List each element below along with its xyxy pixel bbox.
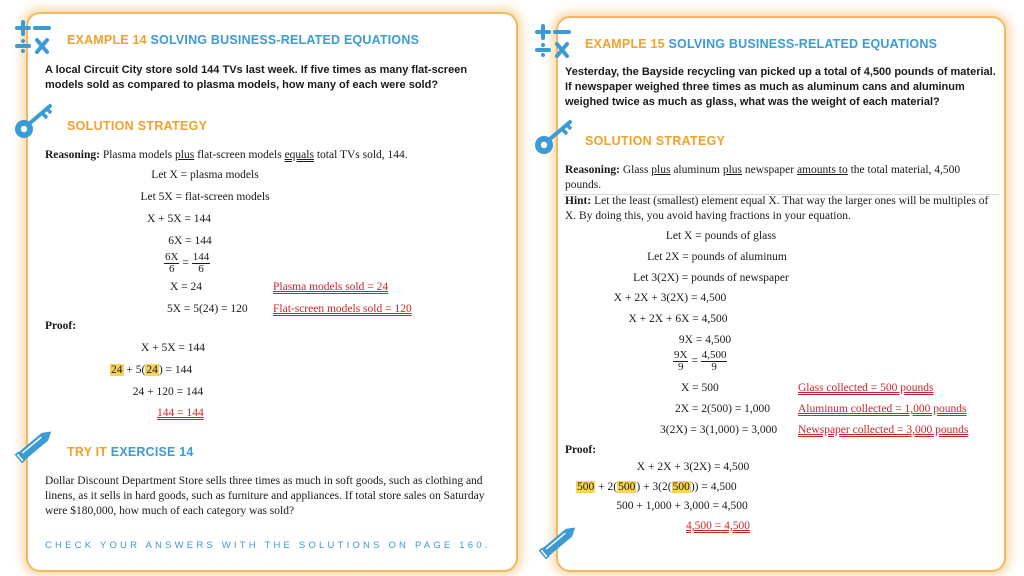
solution-5x: 5X = 5(24) = 120 (167, 303, 248, 315)
exercise-14-label: EXERCISE 14 (110, 445, 194, 459)
fraction-denominator: 9 (711, 361, 717, 373)
reasoning-part: Glass (622, 164, 649, 176)
highlighted-value: 24 (146, 364, 158, 376)
answer-plasma: Plasma models sold = 24 (273, 281, 389, 293)
let-statement: Let 5X = flat-screen models (140, 191, 270, 203)
example-15-problem: Yesterday, the Bayside recycling van picked up a total of 4,500 pounds of material. If newspaper weighed three times as much as aluminum cans and aluminum weighed twice as much as glass, what was the weight of each material? (565, 66, 996, 108)
fraction-numerator: 4,500 (701, 349, 727, 361)
let-statement: Let 2X = pounds of aluminum (647, 251, 787, 263)
answer-flat-screen: Flat-screen models sold = 120 (273, 303, 412, 315)
reasoning-part: flat-screen models (197, 149, 282, 161)
fraction-denominator: 6 (168, 263, 175, 275)
equation-line: X + 2X + 6X = 4,500 (628, 313, 728, 325)
pencil-icon (12, 422, 58, 468)
math-operations-icon (12, 18, 54, 58)
example-15-number: EXAMPLE 15 (585, 37, 665, 51)
solution-strategy-heading: SOLUTION STRATEGY (67, 119, 208, 133)
reasoning-plus: plus (722, 164, 742, 176)
division-step: $\frac{6X}{6}$ = $\frac{144}{6}$ (165, 251, 210, 275)
let-statement: Let X = plasma models (151, 169, 259, 181)
pencil-icon (536, 518, 582, 564)
fraction (192, 252, 211, 275)
fraction-denominator: 6 (198, 263, 204, 275)
hint-label: Hint: (565, 195, 592, 207)
hint-paragraph (565, 194, 997, 224)
fraction (673, 350, 688, 373)
fraction (701, 350, 728, 373)
check-answers-note: CHECK YOUR ANSWERS WITH THE SOLUTIONS ON PAGE 160. (45, 540, 491, 551)
reasoning-line (45, 148, 408, 162)
equation-line: 6X = 144 (168, 235, 212, 247)
reasoning-part: the total material, 4,500 pounds. (565, 164, 961, 191)
fraction (164, 252, 179, 275)
fraction-numerator: 6X (165, 251, 179, 263)
key-icon (12, 102, 56, 142)
solution-2x: 2X = 2(500) = 1,000 (675, 403, 771, 415)
highlighted-value: 24 (111, 364, 123, 376)
proof-line: X + 2X + 3(2X) = 4,500 (636, 461, 750, 473)
solution-x: X = 500 (681, 382, 719, 394)
let-statement: Let X = pounds of glass (665, 230, 777, 242)
highlighted-value: 500 (577, 481, 595, 493)
reasoning-paragraph (565, 163, 997, 193)
try-it-title (67, 445, 194, 459)
proof-line (110, 363, 192, 377)
let-statement: Let 3(2X) = pounds of newspaper (633, 272, 789, 284)
proof-result: 144 = 144 (157, 407, 204, 419)
solution-strategy-heading: SOLUTION STRATEGY (585, 134, 726, 148)
fraction-denominator: 9 (677, 361, 684, 373)
division-step: $\frac{9X}{9}$ = $\frac{4,500}{9}$ (674, 349, 727, 373)
proof-label: Proof: (565, 444, 597, 456)
proof-text: )) = 4,500 (690, 481, 737, 493)
reasoning-part: total TVs sold, 144. (316, 149, 408, 161)
key-icon (532, 118, 576, 158)
reasoning-plus: plus (175, 149, 195, 161)
proof-line: 24 + 120 = 144 (132, 386, 204, 398)
proof-text: + 5( (123, 364, 146, 376)
example-14-number: EXAMPLE 14 (67, 33, 147, 47)
equation-line: 9X = 4,500 (678, 334, 732, 346)
reasoning-part: Plasma models (102, 149, 173, 161)
reasoning-part: newspaper (744, 164, 795, 176)
example-14-title (67, 33, 419, 47)
reasoning-plus: plus (651, 164, 671, 176)
proof-line: X + 5X = 144 (140, 342, 206, 354)
proof-text: + 2( (595, 481, 618, 493)
hint-text: Let the least (smallest) element equal X. That way the larger ones will be multiples of X. By doing this, you avoid having fractions in your equation. (565, 195, 989, 222)
proof-line (576, 480, 737, 494)
try-it-label: TRY IT (67, 445, 108, 459)
highlighted-value: 500 (618, 481, 636, 493)
equation-line: X + 2X + 3(2X) = 4,500 (613, 292, 727, 304)
reasoning-label: Reasoning: (45, 149, 100, 161)
answer-aluminum: Aluminum collected = 1,000 pounds (798, 403, 967, 415)
answer-newspaper: Newspaper collected = 3,000 pounds (798, 424, 969, 436)
proof-label: Proof: (45, 320, 77, 332)
example-14-problem: A local Circuit City store sold 144 TVs last week. If five times as many flat-screen models sold as compared to plasma models, how many of each were sold? (45, 64, 468, 91)
answer-glass: Glass collected = 500 pounds (798, 382, 934, 394)
equation-line: X + 5X = 144 (146, 213, 212, 225)
proof-text: ) = 144 (158, 364, 193, 376)
fraction-numerator: 9X (674, 349, 688, 361)
exercise-14-text: Dollar Discount Department Store sells three times as much in soft goods, such as clothing and linens, as it sells in hard goods, such as furniture and appliances. If total store sales on Saturday were $180,000, how much of each category was sold? (45, 475, 485, 517)
reasoning-equals: equals (284, 149, 314, 161)
solution-x: X = 24 (170, 281, 203, 293)
solution-3-2x: 3(2X) = 3(1,000) = 3,000 (660, 424, 778, 436)
reasoning-part: aluminum (673, 164, 720, 176)
example-15-title (585, 37, 937, 51)
example-14-topic: SOLVING BUSINESS-RELATED EQUATIONS (150, 33, 420, 47)
example-15-topic: SOLVING BUSINESS-RELATED EQUATIONS (668, 37, 938, 51)
highlighted-value: 500 (672, 481, 690, 493)
proof-result: 4,500 = 4,500 (686, 520, 750, 532)
proof-text: ) + 3(2( (636, 481, 672, 493)
math-operations-icon (532, 22, 574, 62)
proof-line: 500 + 1,000 + 3,000 = 4,500 (616, 500, 748, 512)
fraction-numerator: 144 (192, 251, 210, 263)
reasoning-amounts-to: amounts to (796, 164, 848, 176)
reasoning-label: Reasoning: (565, 164, 620, 176)
